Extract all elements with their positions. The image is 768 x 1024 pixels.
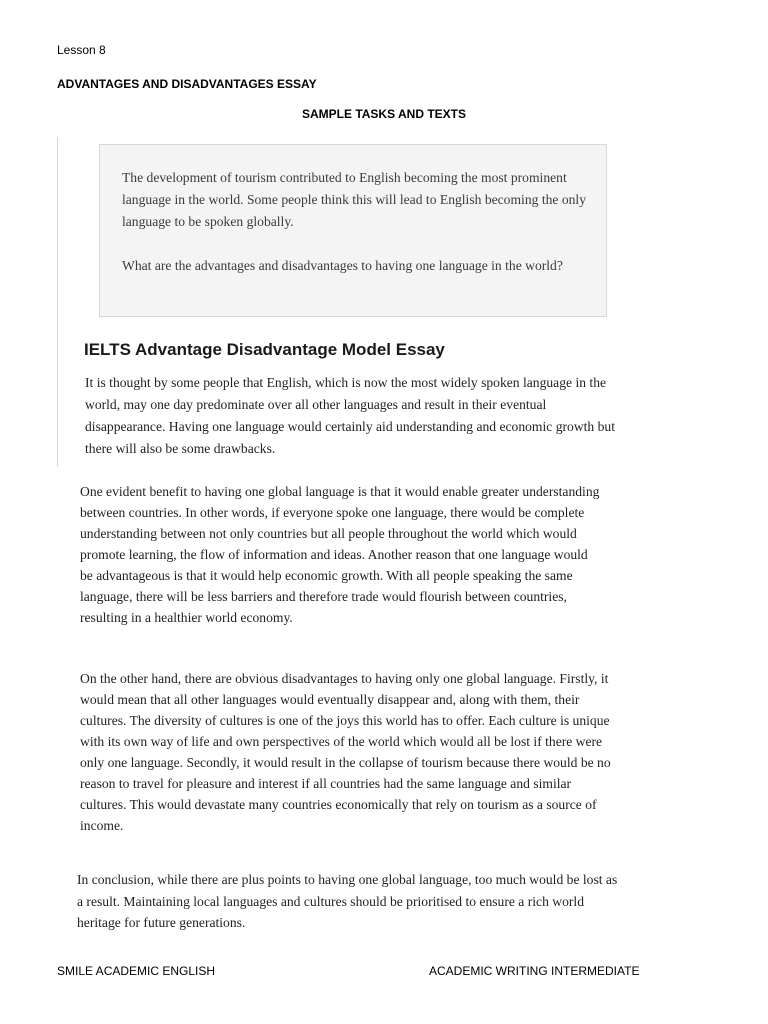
footer-course: ACADEMIC WRITING INTERMEDIATE (429, 964, 640, 978)
footer-publisher: SMILE ACADEMIC ENGLISH (57, 964, 216, 978)
essay-body-paragraph-2: On the other hand, there are obvious disadvantages to having only one global language. Firstly, it would mean that all other languages would eventually disappear and, along with them, their cultures. The diversity of cultures is one of the joys this world has to offer. Each culture is unique with its own way of life and own perspectives of the world which would all be lost if there were only one language. Secondly, it would result in the collapse of tourism because there would be no reason to travel for pleasure and interest if all countries had the same language and similar cultures. This would devastate many countries economically that rely on tourism as a source of income. (80, 671, 611, 833)
lesson-number: Lesson 8 (57, 43, 106, 57)
document-title: ADVANTAGES AND DISADVANTAGES ESSAY (57, 77, 317, 91)
task-paragraph-1: The development of tourism contributed to English becoming the most prominent language in the world. Some people think this will lead to English becoming the only language to be spoken globally. (122, 170, 586, 229)
task-paragraph-2: What are the advantages and disadvantages to having one language in the world? (122, 258, 563, 273)
essay-body-paragraph-1: One evident benefit to having one global language is that it would enable greater understanding between countries. In other words, if everyone spoke one language, there would be complete understanding between not only countries but all people throughout the world which would promote learning, the flow of information and ideas. Another reason that one language would be advantageous is that it would help economic growth. With all people speaking the same language, there will be less barriers and therefore trade would flourish between countries, resulting in a healthier world economy. (80, 484, 600, 625)
essay-intro-paragraph: It is thought by some people that English, which is now the most widely spoken language in the world, may one day predominate over all other languages and result in their eventual disappearance. Having one language would certainly aid understanding and economic growth but there will also be some drawbacks. (85, 375, 615, 456)
quote-left-bar (57, 137, 58, 467)
essay-conclusion-paragraph: In conclusion, while there are plus points to having one global language, too much would be lost as a result. Maintaining local languages and cultures should be prioritised to ensure a rich world heritage for future generations. (77, 872, 618, 930)
section-subtitle: SAMPLE TASKS AND TEXTS (301, 107, 466, 121)
essay-heading: IELTS Advantage Disadvantage Model Essay (84, 340, 445, 359)
task-prompt-box (99, 144, 607, 317)
